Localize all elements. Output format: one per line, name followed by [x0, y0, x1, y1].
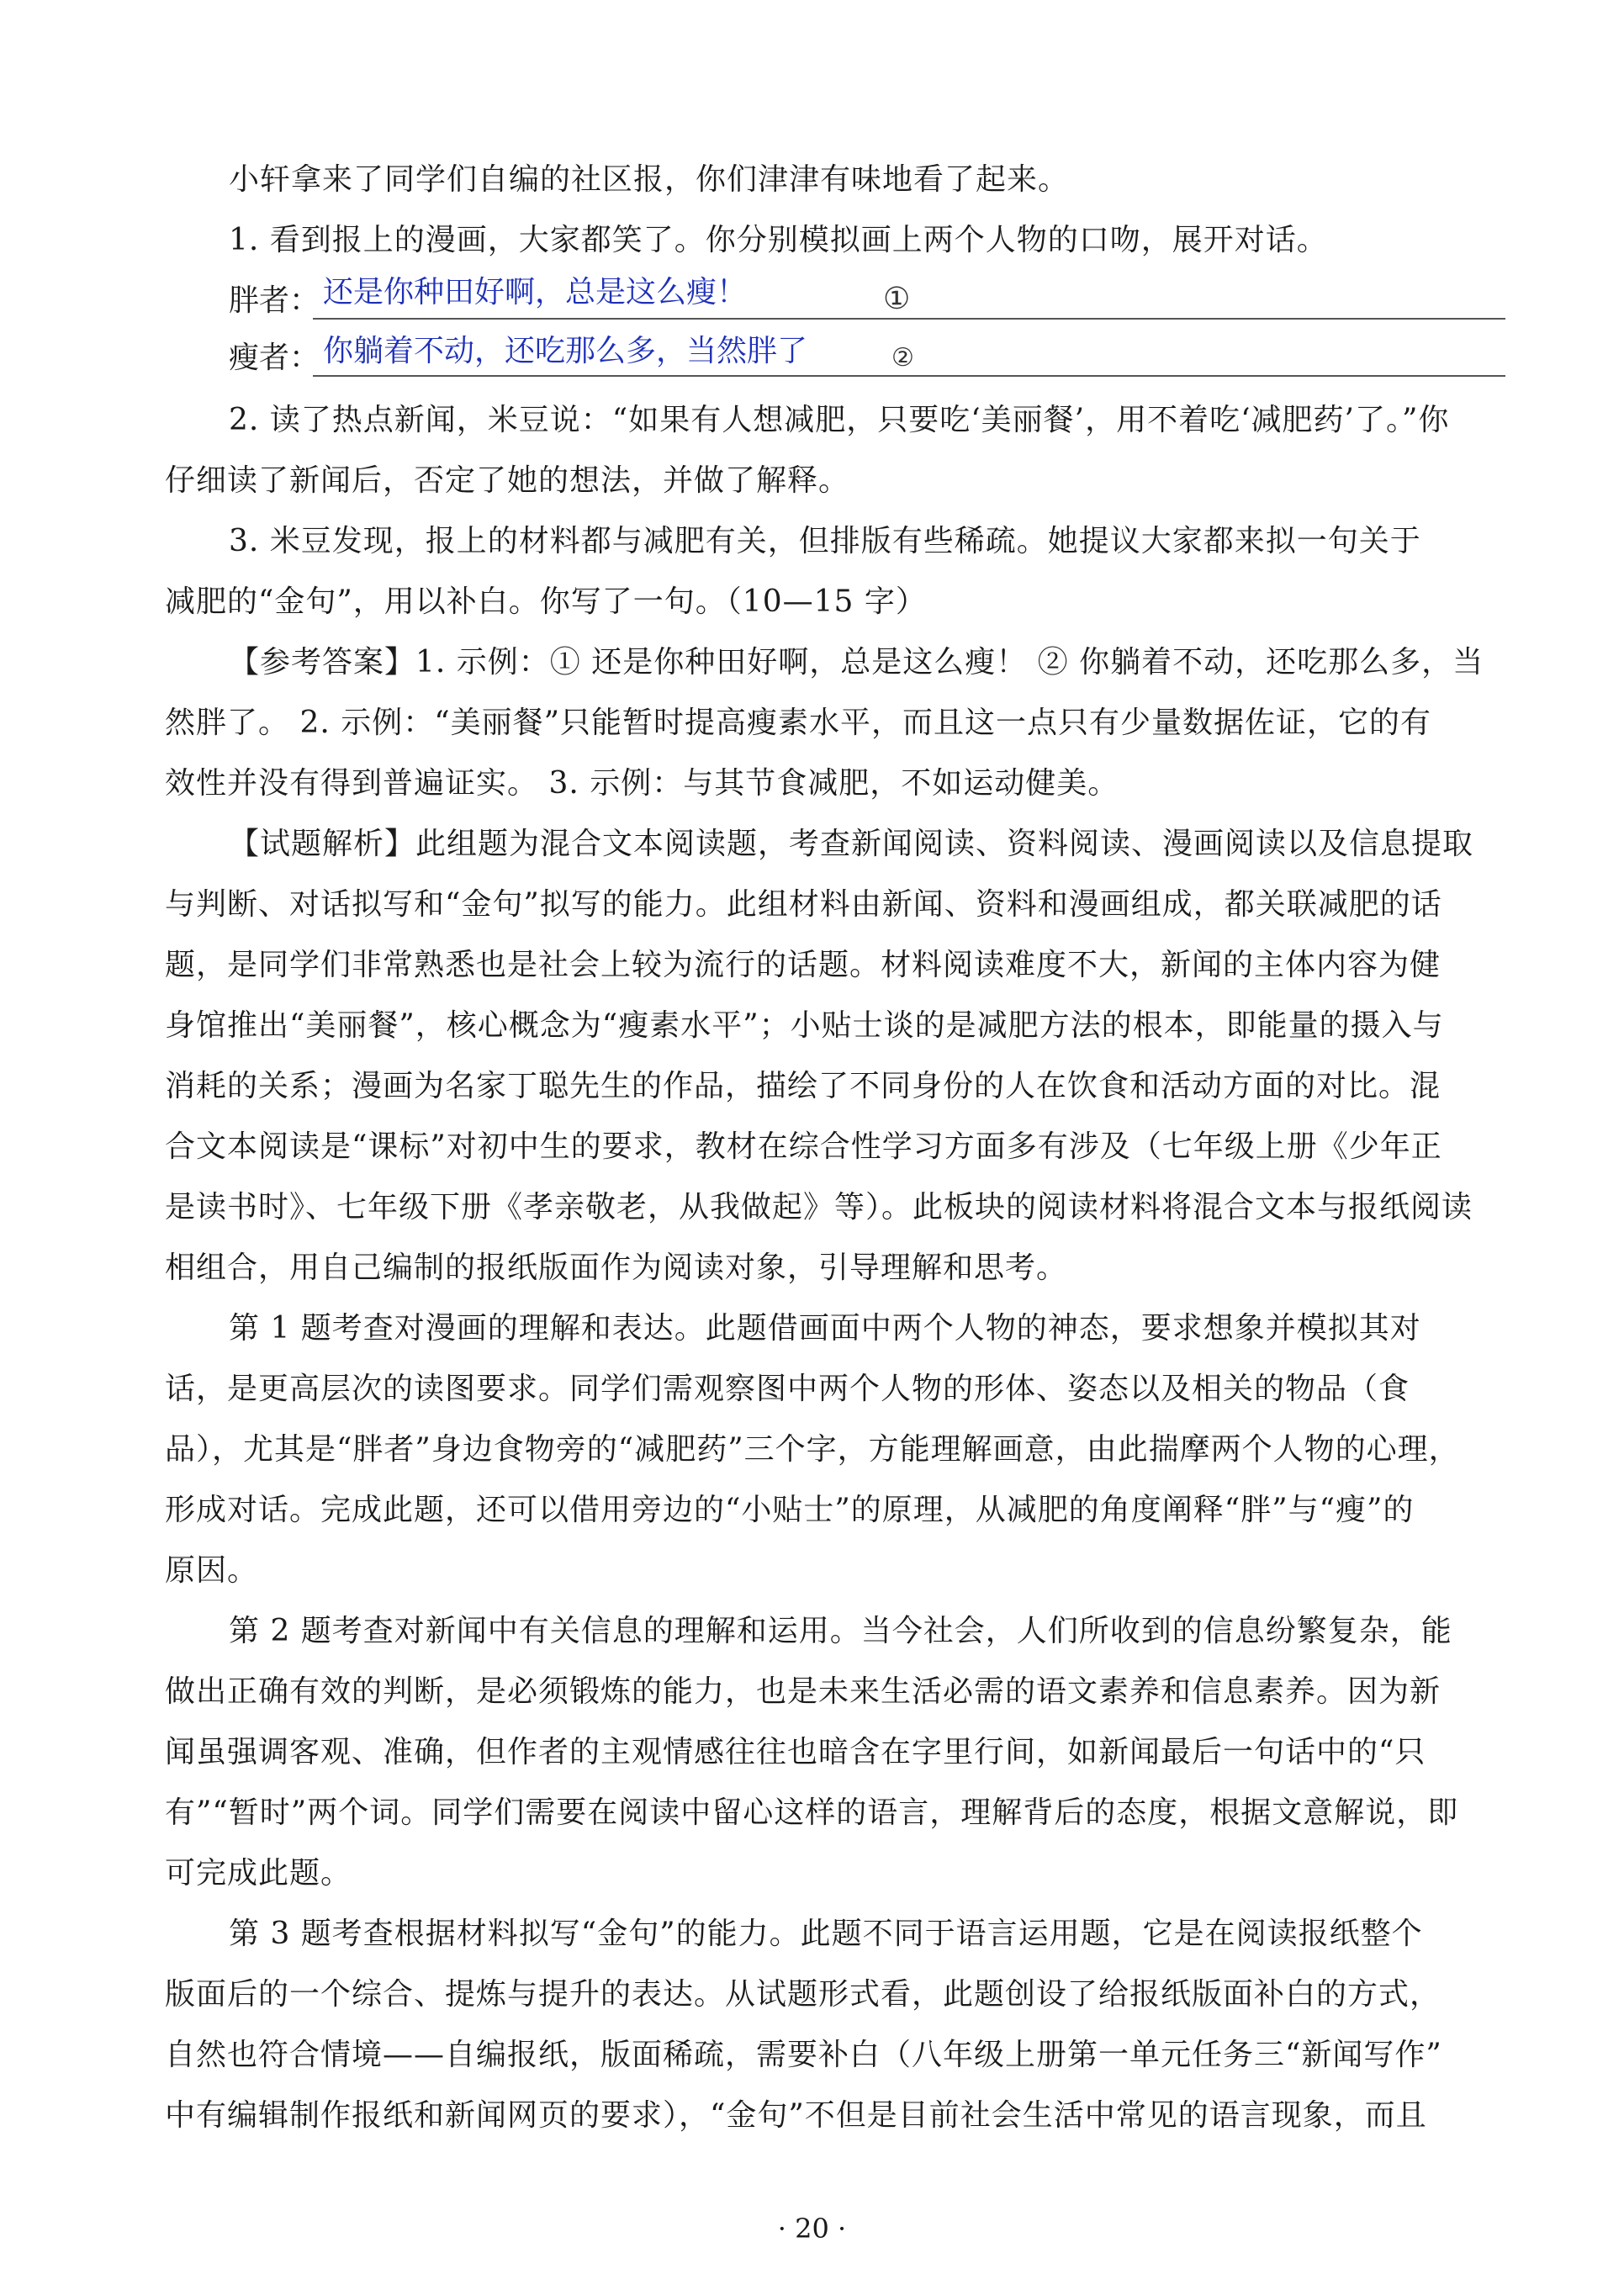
q1-analysis-line: 形成对话。完成此题，还可以借用旁边的“小贴士”的原理，从减肥的角度阐释“胖”与“瘦”的	[165, 1493, 1415, 1527]
analysis-line: 与判断、对话拟写和“金句”拟写的能力。此组材料由新闻、资料和漫画组成，都关联减肥的话	[165, 887, 1442, 922]
analysis-line: 消耗的关系；漫画为名家丁聪先生的作品，描绘了不同身份的人在饮食和活动方面的对比。混	[165, 1069, 1441, 1103]
thin-mark: ②	[891, 343, 914, 373]
reference-answer-line-3: 效性并没有得到普遍证实。 3. 示例：与其节食减肥，不如运动健美。	[165, 766, 1119, 801]
reference-answer-line-1: 【参考答案】1. 示例：① 还是你种田好啊，总是这么瘦！ ② 你躺着不动，还吃那么多，当	[229, 645, 1484, 680]
q3-analysis-line: 版面后的一个综合、提炼与提升的表达。从试题形式看，此题创设了给报纸版面补白的方式，	[165, 1977, 1441, 2012]
fat-answer-underline	[313, 318, 1505, 320]
analysis-line: 题，是同学们非常熟悉也是社会上较为流行的话题。材料阅读难度不大，新闻的主体内容为健	[165, 948, 1441, 982]
intro-line: 小轩拿来了同学们自编的社区报，你们津津有味地看了起来。	[229, 162, 1070, 197]
fat-mark: ①	[883, 282, 911, 316]
question-3-line-2: 减肥的“金句”，用以补白。你写了一句。（10—15 字）	[165, 584, 927, 619]
q2-analysis-line: 闻虽强调客观、准确，但作者的主观情感往往也暗含在字里行间，如新闻最后一句话中的“只	[165, 1735, 1426, 1769]
thin-answer: 你躺着不动，还吃那么多，当然胖了	[323, 334, 808, 368]
q1-analysis-line: 第 1 题考查对漫画的理解和表达。此题借画面中两个人物的神态，要求想象并模拟其对	[229, 1311, 1421, 1346]
q1-analysis-line: 品），尤其是“胖者”身边食物旁的“减肥药”三个字，方能理解画意，由此揣摩两个人物的心理，	[165, 1432, 1460, 1467]
q3-analysis-line: 中有编辑制作报纸和新闻网页的要求），“金句”不但是目前社会生活中常见的语言现象，而且	[165, 2098, 1427, 2133]
question-3-line-1: 3. 米豆发现，报上的材料都与减肥有关，但排版有些稀疏。她提议大家都来拟一句关于	[229, 524, 1421, 558]
question-2-line-2: 仔细读了新闻后，否定了她的想法，并做了解释。	[165, 463, 850, 498]
analysis-line: 合文本阅读是“课标”对初中生的要求，教材在综合性学习方面多有涉及（七年级上册《少年正	[165, 1129, 1442, 1164]
question-2-line-1: 2. 读了热点新闻，米豆说：“如果有人想减肥，只要吃‘美丽餐’，用不着吃‘减肥药’了。”你	[229, 403, 1450, 437]
analysis-line: 【试题解析】此组题为混合文本阅读题，考查新闻阅读、资料阅读、漫画阅读以及信息提取	[229, 827, 1474, 861]
analysis-line: 是读书时》、七年级下册《孝亲敬老，从我做起》等）。此板块的阅读材料将混合文本与报纸阅读	[165, 1190, 1473, 1224]
fat-label: 胖者：	[229, 283, 320, 318]
thin-label: 瘦者：	[229, 341, 320, 375]
q3-analysis-line: 第 3 题考查根据材料拟写“金句”的能力。此题不同于语言运用题，它是在阅读报纸整个	[229, 1917, 1423, 1951]
question-1: 1. 看到报上的漫画，大家都笑了。你分别模拟画上两个人物的口吻，展开对话。	[229, 223, 1328, 257]
q3-analysis-line: 自然也符合情境——自编报纸，版面稀疏，需要补白（八年级上册第一单元任务三“新闻写作”	[165, 2038, 1442, 2072]
q2-analysis-line: 有”“暂时”两个词。同学们需要在阅读中留心这样的语言，理解背后的态度，根据文意解说，即	[165, 1795, 1459, 1830]
page-number: · 20 ·	[777, 2213, 847, 2245]
analysis-line: 相组合，用自己编制的报纸版面作为阅读对象，引导理解和思考。	[165, 1251, 1068, 1285]
q2-analysis-line: 第 2 题考查对新闻中有关信息的理解和运用。当今社会，人们所收到的信息纷繁复杂，能	[229, 1614, 1452, 1648]
q1-analysis-line: 话，是更高层次的读图要求。同学们需观察图中两个人物的形体、姿态以及相关的物品（食	[165, 1372, 1410, 1406]
analysis-line: 身馆推出“美丽餐”，核心概念为“瘦素水平”；小贴士谈的是减肥方法的根本，即能量的摄入与	[165, 1008, 1444, 1043]
q2-analysis-line: 做出正确有效的判断，是必须锻炼的能力，也是未来生活必需的语文素养和信息素养。因为新	[165, 1674, 1441, 1709]
q1-analysis-line: 原因。	[165, 1553, 259, 1588]
q2-analysis-line: 可完成此题。	[165, 1856, 352, 1891]
thin-answer-underline	[313, 375, 1505, 377]
fat-answer: 还是你种田好啊，总是这么瘦！	[323, 275, 748, 309]
reference-answer-line-2: 然胖了。 2. 示例：“美丽餐”只能暂时提高瘦素水平，而且这一点只有少量数据佐证，它的有	[165, 706, 1432, 740]
